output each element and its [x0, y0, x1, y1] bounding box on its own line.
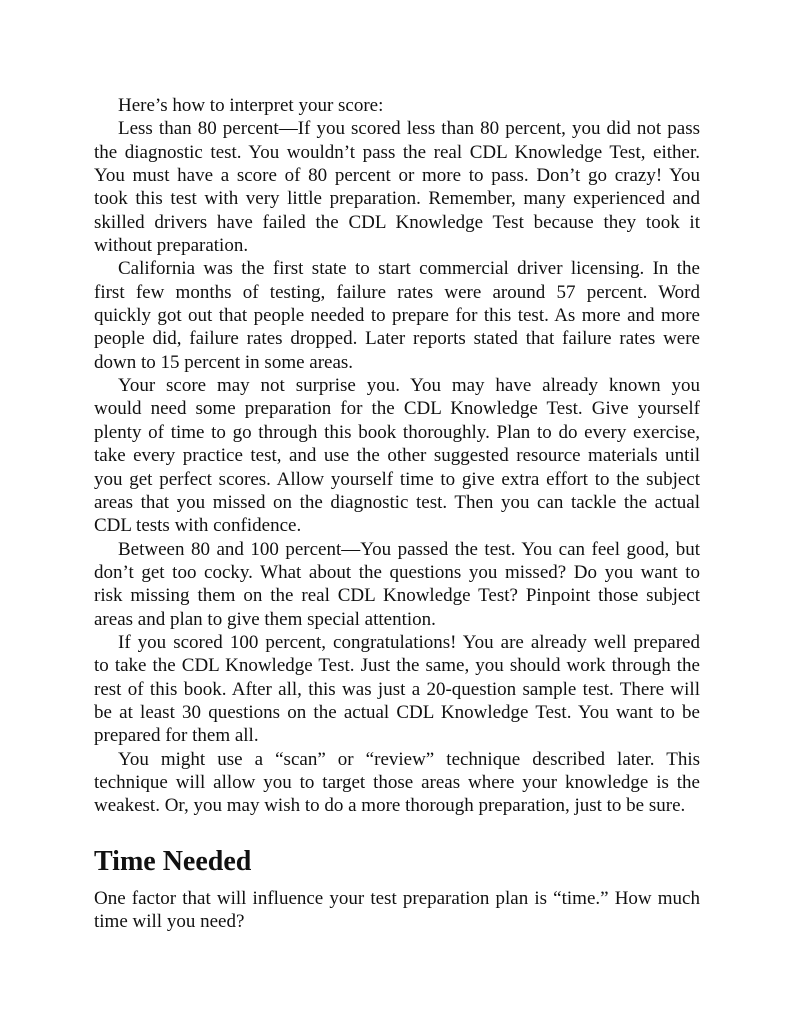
text-line: weakest. Or, you may wish to do a more thorough preparation, just to be sure. — [94, 795, 686, 817]
text-line: rest of this book. After all, this was just a 20-question sample test. There will — [94, 678, 700, 700]
paragraph — [94, 748, 700, 818]
text-line: You might use a “scan” or “review” technique described later. This — [118, 748, 700, 770]
text-line: One factor that will influence your test preparation plan is “time.” How much — [94, 887, 700, 909]
text-line: first few months of testing, failure rates were around 57 percent. Word — [94, 281, 700, 303]
text-line: risk missing them on the real CDL Knowledge Test? Pinpoint those subject — [94, 585, 700, 607]
text-line: If you scored 100 percent, congratulations! You are already well prepared — [118, 631, 700, 653]
text-line: without preparation. — [94, 235, 249, 257]
text-line: areas and plan to give them special attention. — [94, 608, 436, 630]
section-text — [94, 887, 700, 934]
paragraph — [94, 631, 700, 748]
text-line: California was the first state to start commercial driver licensing. In the — [118, 258, 700, 280]
text-line: Between 80 and 100 percent—You passed the test. You can feel good, but — [118, 538, 700, 560]
text-line: to take the CDL Knowledge Test. Just the same, you should work through the — [94, 655, 700, 677]
paragraph — [94, 94, 700, 117]
text-line: took this test with very little preparation. Remember, many experienced and — [94, 188, 700, 210]
text-line: plenty of time to go through this book thoroughly. Plan to do every exercise, — [94, 421, 700, 443]
text-line: down to 15 percent in some areas. — [94, 351, 354, 373]
text-line: prepared for them all. — [94, 725, 259, 747]
paragraph — [94, 538, 700, 631]
body-text — [94, 94, 700, 818]
paragraph — [94, 374, 700, 537]
text-line: You must have a score of 80 percent or more to pass. Don’t go crazy! You — [94, 165, 700, 187]
text-line: technique will allow you to target those areas where your knowledge is the — [94, 771, 700, 793]
text-line: Less than 80 percent—If you scored less than 80 percent, you did not pass — [118, 118, 700, 140]
text-line: areas that you missed on the diagnostic test. Then you can tackle the actual — [94, 491, 700, 513]
text-line: CDL tests with confidence. — [94, 515, 302, 537]
paragraph — [94, 257, 700, 374]
text-line: skilled drivers have failed the CDL Knowledge Test because they took it — [94, 211, 700, 233]
text-line: Your score may not surprise you. You may have already known you — [118, 375, 700, 397]
paragraph — [94, 887, 700, 934]
text-line: Here’s how to interpret your score: — [118, 95, 384, 116]
text-line: people did, failure rates dropped. Later reports stated that failure rates were — [94, 328, 700, 350]
text-line: you get perfect scores. Allow yourself time to give extra effort to the subject — [94, 468, 700, 490]
text-line: would need some preparation for the CDL Knowledge Test. Give yourself — [94, 398, 700, 420]
text-line: be at least 30 questions on the actual CDL Knowledge Test. You want to be — [94, 701, 700, 723]
text-line: don’t get too cocky. What about the questions you missed? Do you want to — [94, 561, 700, 583]
text-line: quickly got out that people needed to prepare for this test. As more and more — [94, 305, 700, 327]
paragraph — [94, 117, 700, 257]
text-line: the diagnostic test. You wouldn’t pass the real CDL Knowledge Test, either. — [94, 141, 700, 163]
section-heading: Time Needed — [94, 845, 252, 877]
document-page — [94, 94, 700, 933]
text-line: take every practice test, and use the other suggested resource materials until — [94, 445, 700, 467]
text-line: time will you need? — [94, 911, 245, 932]
